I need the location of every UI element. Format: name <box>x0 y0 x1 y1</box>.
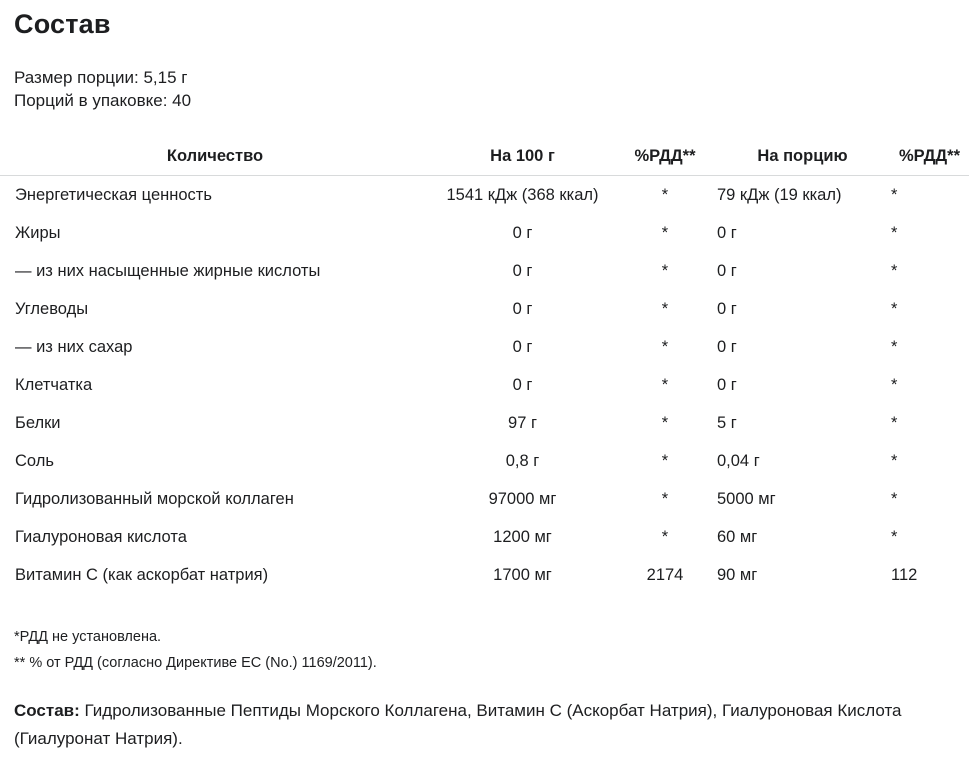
table-cell: 60 мг <box>717 528 758 546</box>
table-cell: Углеводы <box>15 300 89 318</box>
page-title: Состав <box>14 9 111 39</box>
nutrition-table-header <box>0 146 969 176</box>
header-rdd-per-serving: %РДД** <box>890 146 969 176</box>
table-cell: Гидролизованный морской коллаген <box>15 490 294 508</box>
table-cell: * <box>661 414 669 432</box>
table-cell: 79 кДж (19 ккал) <box>717 186 842 204</box>
header-row <box>0 146 969 176</box>
footnotes <box>14 624 955 676</box>
table-cell: 0 г <box>717 300 737 318</box>
table-row <box>0 442 969 480</box>
table-cell: * <box>891 338 898 356</box>
table-cell: 1200 мг <box>493 528 552 546</box>
table-cell: * <box>891 262 898 280</box>
table-cell: 90 мг <box>717 566 758 584</box>
table-cell: * <box>661 528 669 546</box>
table-cell: * <box>891 528 898 546</box>
ingredients-label: Состав: <box>14 701 80 720</box>
table-body <box>0 176 969 595</box>
table-cell: * <box>661 262 669 280</box>
table-row <box>0 366 969 404</box>
table-row <box>0 480 969 518</box>
table-cell: * <box>661 452 669 470</box>
table-cell: 5000 мг <box>717 490 776 508</box>
table-cell: 0 г <box>512 262 533 280</box>
table-cell: Энергетическая ценность <box>15 186 212 204</box>
table-cell: 0 г <box>717 376 737 394</box>
serving-size-text: Размер порции: 5,15 г <box>14 68 188 87</box>
table-cell: * <box>891 376 898 394</box>
table-cell: * <box>661 300 669 318</box>
table-cell: 2174 <box>646 566 684 584</box>
footnote-rdd-percent: ** % от РДД (согласно Директиве ЕС (No.) 1169/2011). <box>14 655 377 671</box>
table-cell: 5 г <box>717 414 737 432</box>
footnote-rdd-not-set: *РДД не установлена. <box>14 629 162 645</box>
table-cell: * <box>661 338 669 356</box>
table-cell: 0 г <box>512 224 533 242</box>
table-cell: — из них насыщенные жирные кислоты <box>15 262 321 280</box>
table-cell: * <box>661 224 669 242</box>
table-row <box>0 404 969 442</box>
servings-per-pack-text: Порций в упаковке: 40 <box>14 91 192 110</box>
table-cell: Гиалуроновая кислота <box>15 528 187 546</box>
nutrition-table <box>0 146 969 594</box>
table-cell: 97 г <box>508 414 537 432</box>
header-rdd-per-100g: %РДД** <box>615 146 715 176</box>
table-cell: 1700 мг <box>493 566 552 584</box>
table-row <box>0 290 969 328</box>
table-cell: Клетчатка <box>15 376 93 394</box>
table-row <box>0 328 969 366</box>
table-cell: Жиры <box>15 224 61 242</box>
table-cell: 0 г <box>512 338 533 356</box>
table-cell: 0 г <box>512 300 533 318</box>
table-cell: 112 <box>891 566 918 584</box>
table-cell: 97000 мг <box>488 490 557 508</box>
table-cell: * <box>891 414 898 432</box>
table-row <box>0 214 969 252</box>
table-cell: 0 г <box>717 338 737 356</box>
table-cell: Белки <box>15 414 61 432</box>
table-cell: Витамин C (как аскорбат натрия) <box>15 566 269 584</box>
table-row <box>0 556 969 594</box>
table-row <box>0 518 969 556</box>
table-cell: * <box>891 452 898 470</box>
table-cell: * <box>661 376 669 394</box>
table-cell: * <box>661 186 669 204</box>
table-row <box>0 176 969 215</box>
table-cell: 0 г <box>717 224 737 242</box>
ingredients-text: Гидролизованные Пептиды Морского Коллагена, Витамин C (Аскорбат Натрия), Гиалуроновая Кислота (Гиалуронат Натрия). <box>14 701 902 748</box>
table-cell: 0,04 г <box>717 452 760 470</box>
header-quantity: Количество <box>0 146 430 176</box>
table-cell: Соль <box>15 452 54 470</box>
table-cell: * <box>891 186 898 204</box>
table-cell: * <box>891 224 898 242</box>
serving-info <box>14 66 955 112</box>
header-per-100g: На 100 г <box>430 146 615 176</box>
table-cell: — из них сахар <box>15 338 133 356</box>
table-cell: 0 г <box>717 262 737 280</box>
ingredients-paragraph <box>14 697 955 753</box>
table-cell: * <box>891 490 898 508</box>
table-cell: 1541 кДж (368 ккал) <box>446 186 599 204</box>
header-per-serving: На порцию <box>715 146 890 176</box>
table-cell: 0 г <box>512 376 533 394</box>
table-cell: 0,8 г <box>505 452 540 470</box>
table-cell: * <box>661 490 669 508</box>
table-row <box>0 252 969 290</box>
table-cell: * <box>891 300 898 318</box>
